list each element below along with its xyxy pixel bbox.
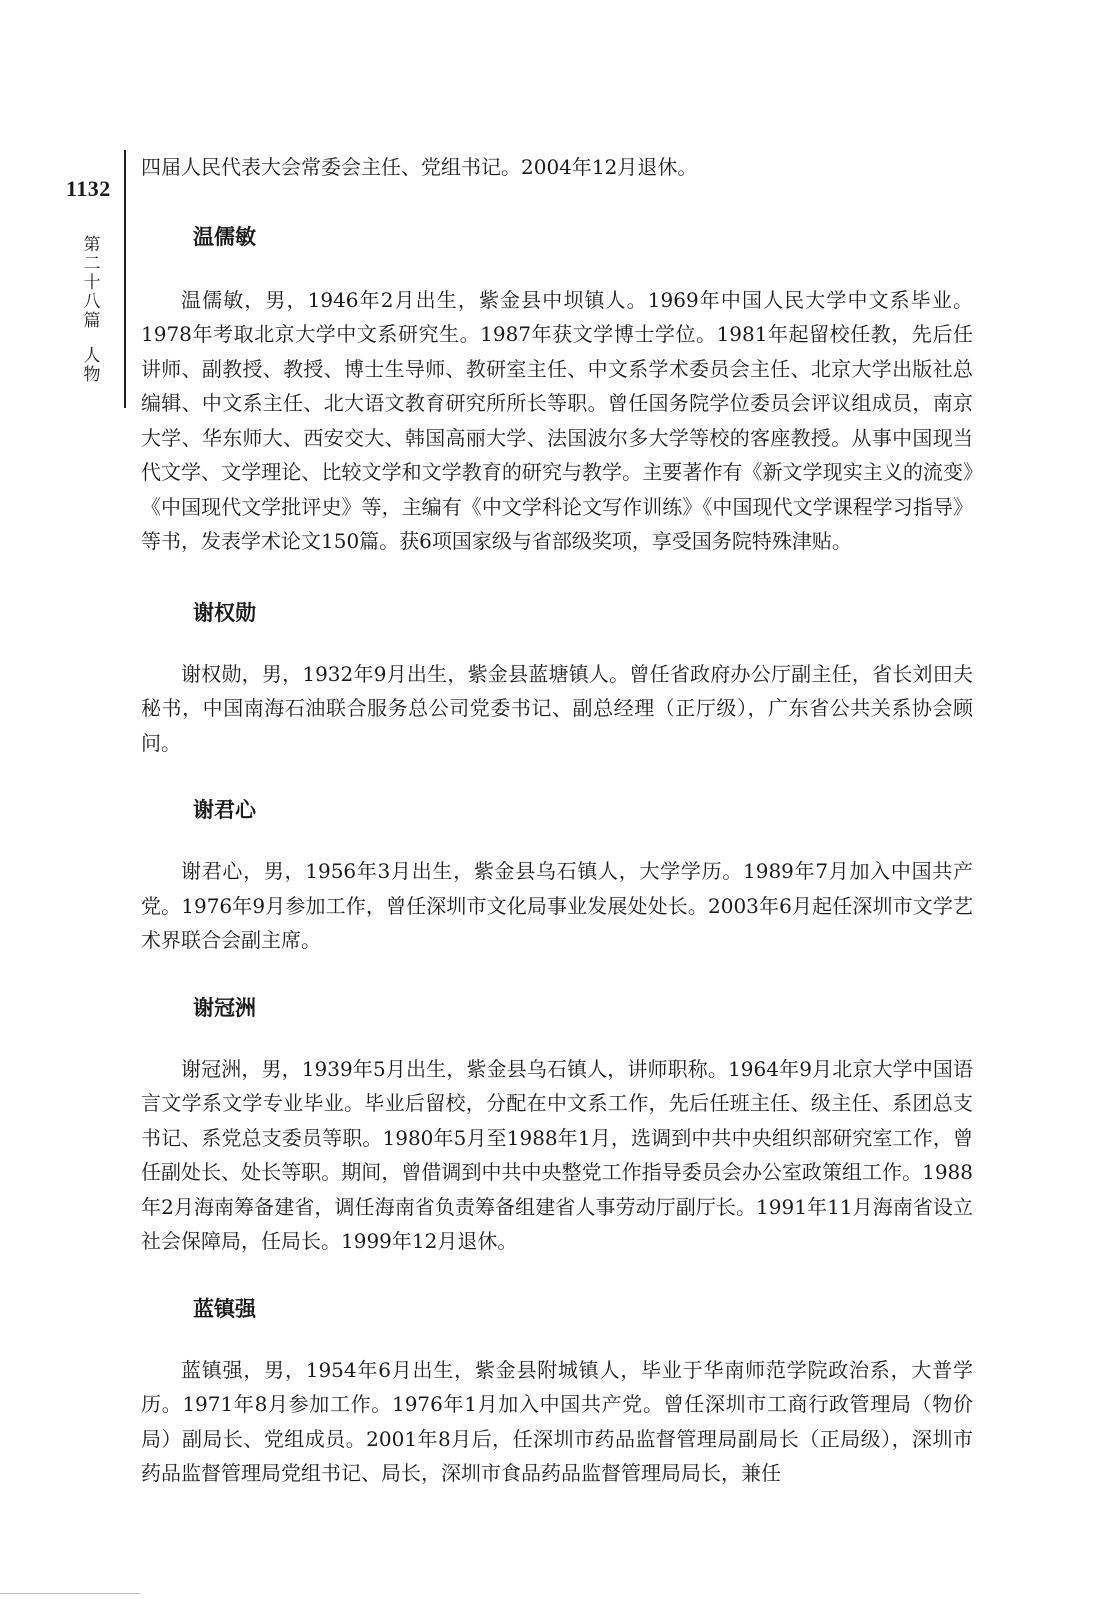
entry-heading: 蓝镇强: [193, 1296, 256, 1321]
bottom-rule: [0, 1593, 140, 1594]
entry-heading: 谢权勋: [193, 600, 256, 625]
entry-paragraph: 谢君心，男，1956年3月出生，紫金县乌石镇人，大学学历。1989年7月加入中国共产党。1976年9月参加工作，曾任深圳市文化局事业发展处处长。2003年6月起任深圳市文学艺术界联合会副主席。: [141, 859, 973, 952]
entry-paragraph: 谢权勋，男，1932年9月出生，紫金县蓝塘镇人。曾任省政府办公厅副主任，省长刘田夫秘书，中国南海石油联合服务总公司党委书记、副总经理（正厅级），广东省公共关系协会顾问。: [141, 661, 973, 755]
section-label-part: 第二十八篇: [83, 235, 101, 331]
page-content: [141, 150, 973, 1491]
section-label: [80, 236, 104, 385]
entry-paragraph: 温儒敏，男，1946年2月出生，紫金县中坝镇人。1969年中国人民大学中文系毕业。1978年考取北京大学中文系研究生。1987年获文学博士学位。1981年起留校任教，先后任讲师、副教授、教授、博士生导师、教研室主任、中文系学术委员会主任、北京大学出版社总编辑、中文系主任、北大语文教育研究所所长等职。曾任国务院学位委员会评议组成员，南京大学、华东师大、西安交大、韩国高丽大学、法国波尔多大学等校的客座教授。从事中国现当代文学、文学理论、比较文学和文学教育的研究与教学。主要著作有《新文学现实主义的流变》《中国现代文学批评史》等，主编有《中文学科论文写作训练》《中国现代文学课程学习指导》等书，发表学术论文150篇。获6项国家级与省部级奖项，享受国务院特殊津贴。: [141, 287, 973, 553]
continued-paragraph: 四届人民代表大会常委会主任、党组书记。2004年12月退休。: [141, 155, 698, 179]
entry-heading: 谢君心: [193, 798, 256, 822]
page-margin: [0, 0, 128, 410]
entry-paragraph: 谢冠洲，男，1939年5月出生，紫金县乌石镇人，讲师职称。1964年9月北京大学中国语言文学系文学专业毕业。毕业后留校，分配在中文系工作，先后任班主任、级主任、系团总支书记、系党总支委员等职。1980年5月至1988年1月，选调到中共中央组织部研究室工作，曾任副处长、处长等职。期间，曾借调到中共中央整党工作指导委员会办公室政策组工作。1988年2月海南筹备建省，调任海南省负责筹备组建省人事劳动厅副厅长。1991年11月海南省设立社会保障局，任局长。1999年12月退休。: [141, 1056, 973, 1253]
section-label-title: 人物: [83, 346, 101, 385]
entry-paragraph: 蓝镇强，男，1954年6月出生，紫金县附城镇人，毕业于华南师范学院政治系，大普学历。1971年8月参加工作。1976年1月加入中国共产党。曾任深圳市工商行政管理局（物价局）副局长、党组成员。2001年8月后，任深圳市药品监督管理局副局长（正局级），深圳市药品监督管理局党组书记、局长，深圳市食品药品监督管理局局长，兼任: [141, 1357, 973, 1485]
margin-rule: [124, 150, 126, 408]
entry-heading: 谢冠洲: [193, 995, 256, 1020]
entry-heading: 温儒敏: [193, 224, 256, 249]
page-number: 1132: [66, 176, 111, 201]
section-label-gap: [80, 331, 104, 347]
